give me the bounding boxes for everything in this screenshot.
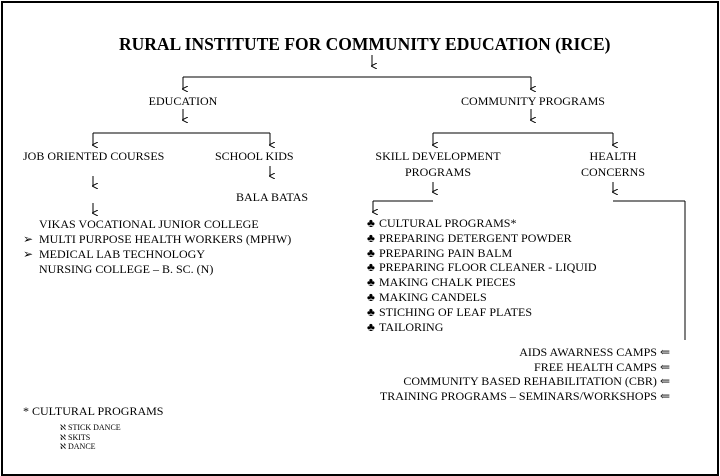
aleph-bullet-icon: ℵ: [60, 432, 66, 442]
double-arrow-left-icon: ⇐: [659, 345, 670, 359]
node-job-oriented-courses: JOB ORIENTED COURSES: [23, 149, 165, 163]
skill-program-item: [367, 275, 516, 289]
node-education: EDUCATION: [148, 94, 218, 108]
club-bullet-icon: ♣: [367, 319, 375, 334]
health-program-item: [403, 374, 670, 388]
skill-program-item: [367, 246, 512, 260]
footnote-item: [60, 442, 96, 452]
arrow-bullet-icon: ➢: [23, 232, 34, 246]
skill-program-item: [367, 216, 516, 230]
aleph-bullet-icon: ℵ: [60, 442, 66, 451]
node-community-programs: COMMUNITY PROGRAMS: [461, 94, 605, 108]
health-program-item: [534, 360, 670, 374]
skill-line-2: PROGRAMS: [404, 165, 472, 179]
footnote-item: [60, 433, 90, 443]
health-program-label: AIDS AWARNESS CAMPS: [519, 345, 660, 359]
footnote-item: [60, 423, 121, 433]
skill-program-item: [367, 231, 572, 245]
node-school-kids: SCHOOL KIDS: [215, 149, 294, 163]
skill-program-label: TAILORING: [379, 319, 444, 334]
skill-program-label: MAKING CANDELS: [379, 290, 487, 304]
job-course-label: MEDICAL LAB TECHNOLOGY: [39, 247, 205, 261]
skill-program-label: MAKING CHALK PIECES: [379, 275, 516, 290]
job-course-item: [23, 217, 259, 231]
club-bullet-icon: ♣: [367, 260, 375, 275]
skill-program-item: [367, 290, 487, 304]
job-course-label: NURSING COLLEGE – B. SC. (N): [39, 262, 214, 276]
footnote-title: * CULTURAL PROGRAMS: [23, 404, 164, 418]
double-arrow-left-icon: ⇐: [659, 388, 670, 403]
skill-program-label: PREPARING PAIN BALM: [379, 245, 513, 260]
skill-program-label: STICHING OF LEAF PLATES: [379, 304, 533, 319]
footnote-item-label: SKITS: [68, 432, 91, 442]
aleph-bullet-icon: ℵ: [60, 423, 66, 432]
health-program-label: TRAINING PROGRAMS – SEMINARS/WORKSHOPS: [379, 388, 660, 403]
club-bullet-icon: ♣: [367, 275, 375, 290]
health-line-2: CONCERNS: [580, 165, 646, 179]
skill-program-item: [367, 320, 443, 334]
health-program-item: [519, 345, 670, 359]
skill-program-label: PREPARING FLOOR CLEANER - LIQUID: [379, 260, 597, 275]
skill-program-item: [367, 305, 532, 319]
double-arrow-left-icon: ⇐: [659, 374, 670, 388]
job-course-label: VIKAS VOCATIONAL JUNIOR COLLEGE: [39, 217, 259, 231]
job-course-item: [23, 232, 291, 246]
skill-line-1: SKILL DEVELOPMENT: [375, 149, 501, 163]
node-health-concerns: [581, 149, 645, 179]
job-course-item: [23, 247, 205, 261]
footnote-item-label: DANCE: [68, 442, 96, 451]
health-program-item: [380, 389, 670, 403]
page-title: RURAL INSTITUTE FOR COMMUNITY EDUCATION (RICE): [119, 34, 611, 54]
health-program-label: COMMUNITY BASED REHABILITATION (CBR): [403, 374, 660, 388]
club-bullet-icon: ♣: [367, 304, 375, 319]
double-arrow-left-icon: ⇐: [659, 359, 670, 374]
club-bullet-icon: ♣: [367, 216, 375, 230]
job-course-item: [23, 262, 213, 276]
club-bullet-icon: ♣: [367, 290, 375, 304]
footnote-item-label: STICK DANCE: [68, 423, 121, 432]
arrow-bullet-icon: ➢: [23, 247, 34, 261]
skill-program-item: [367, 260, 597, 274]
node-bala-batas: BALA BATAS: [236, 190, 309, 204]
club-bullet-icon: ♣: [367, 230, 375, 245]
node-skill-development: [375, 149, 500, 179]
health-program-label: FREE HEALTH CAMPS: [534, 359, 660, 374]
skill-program-label: CULTURAL PROGRAMS*: [379, 216, 517, 230]
skill-program-label: PREPARING DETERGENT POWDER: [379, 230, 572, 245]
job-course-label: MULTI PURPOSE HEALTH WORKERS (MPHW): [39, 232, 292, 246]
club-bullet-icon: ♣: [367, 245, 375, 260]
health-line-1: HEALTH: [589, 149, 637, 163]
